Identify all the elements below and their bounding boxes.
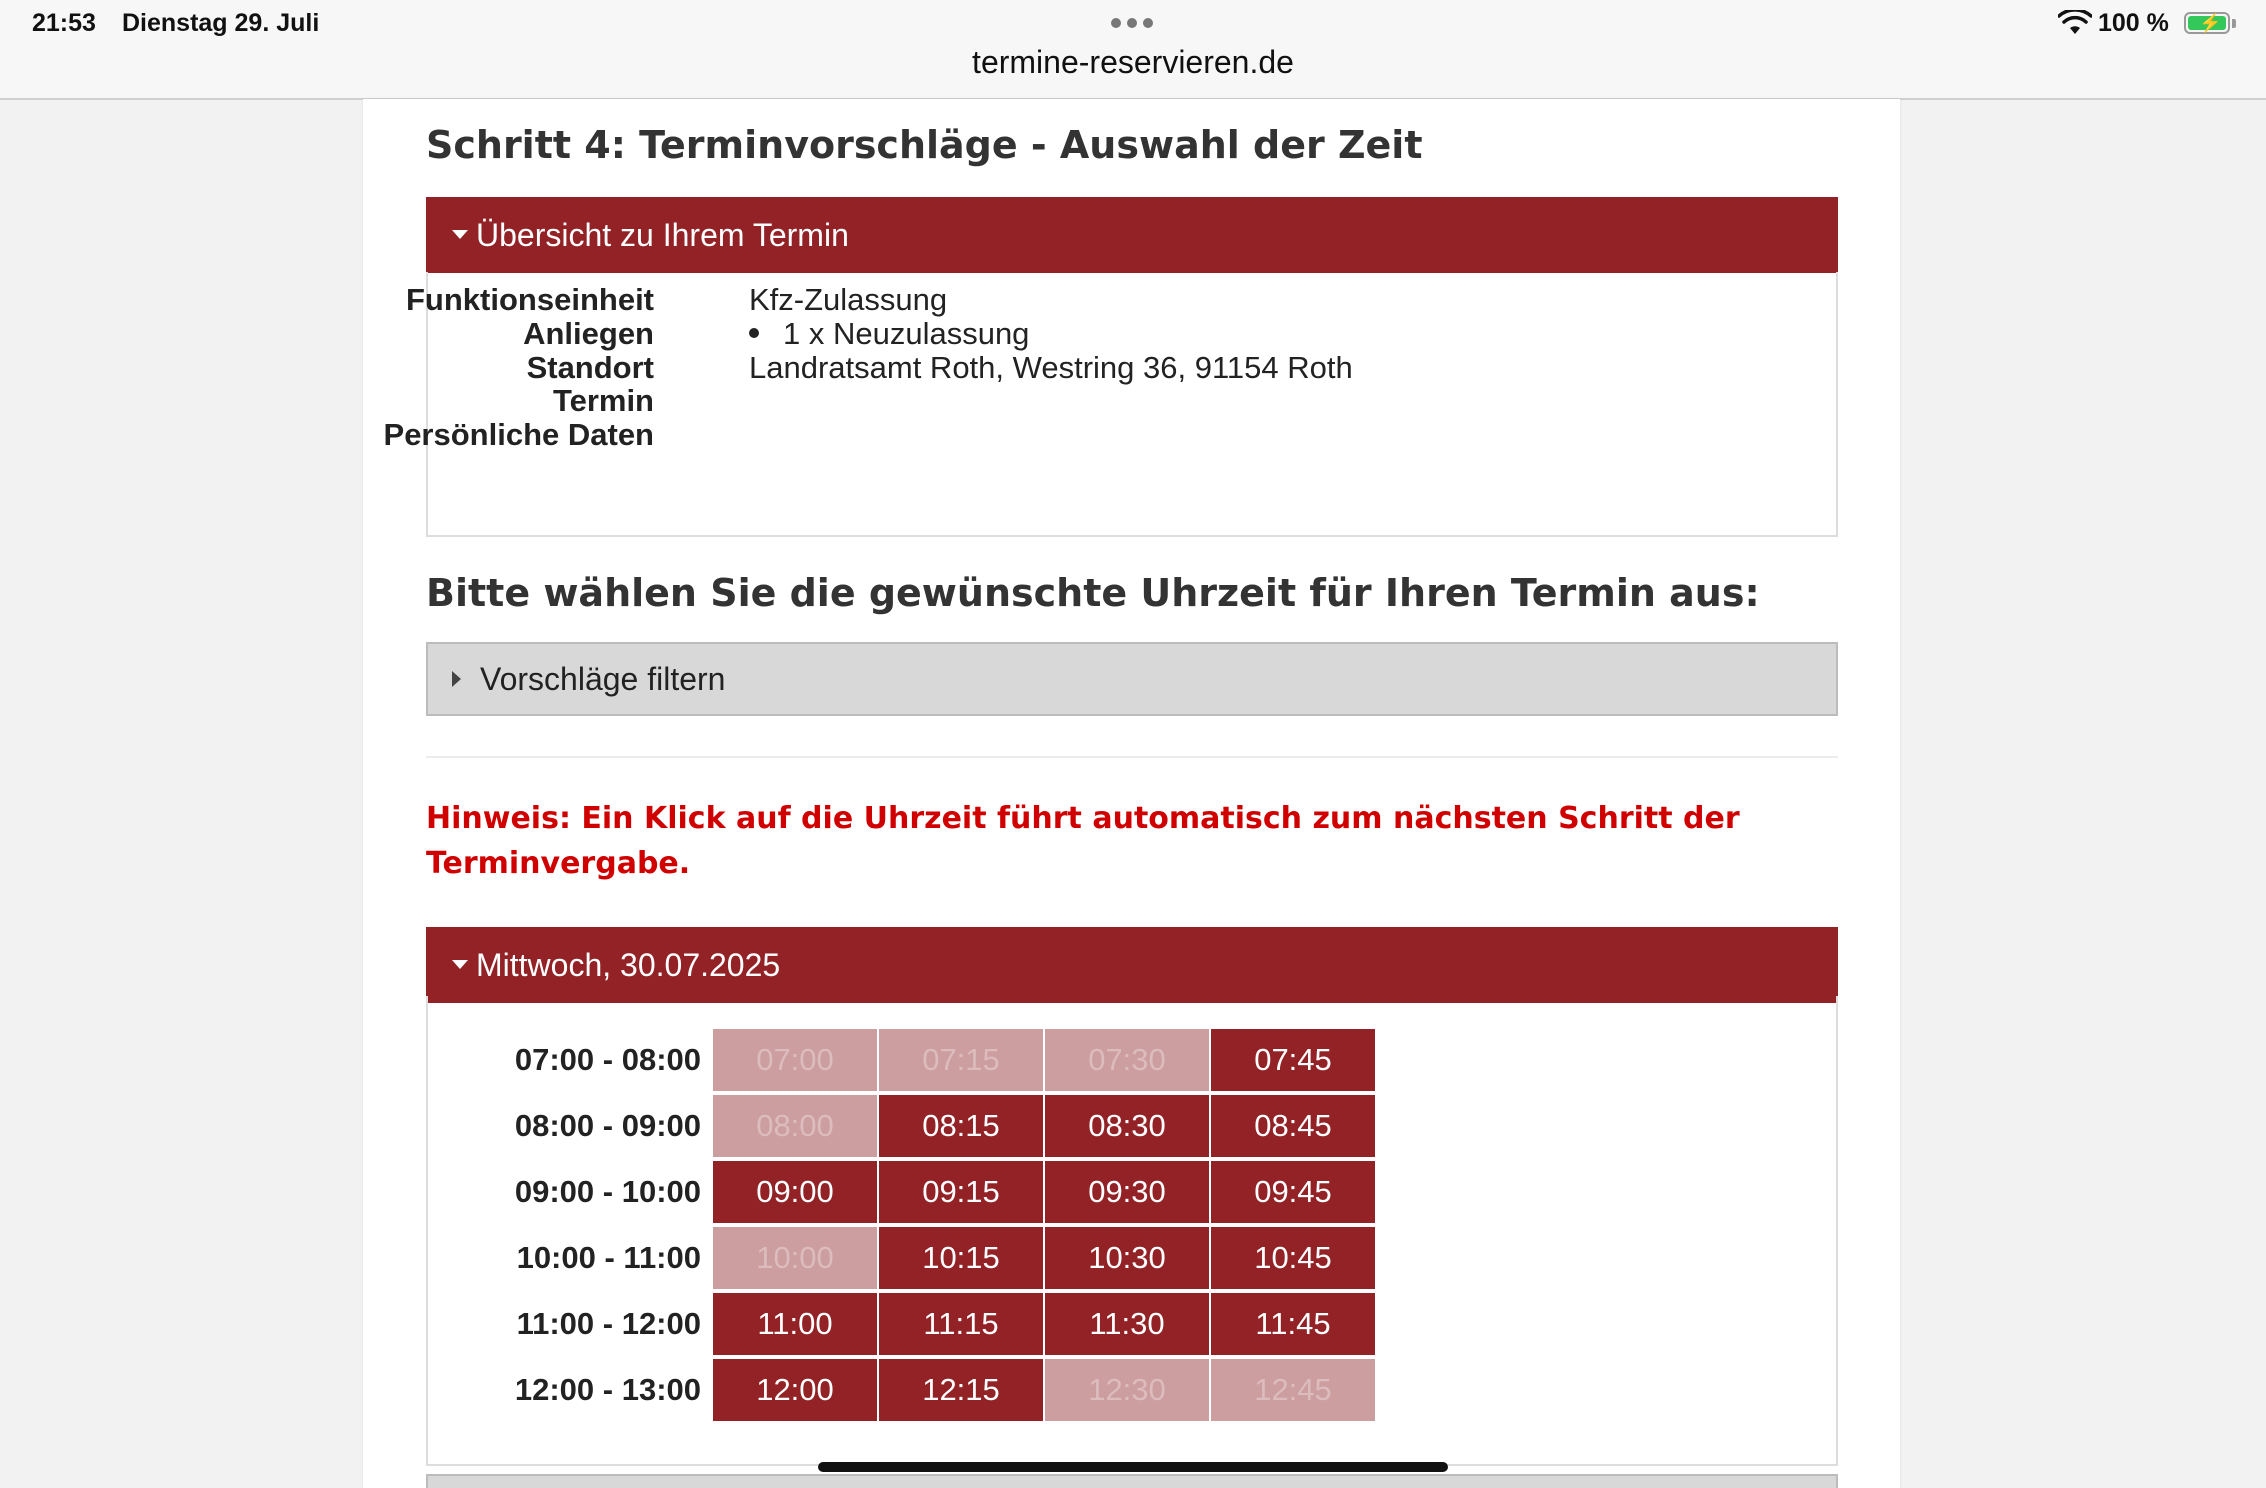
overview-value-list	[749, 316, 1029, 352]
step-heading: Schritt 4: Terminvorschläge - Auswahl der Zeit	[426, 123, 1423, 167]
divider	[426, 756, 1838, 758]
time-slot[interactable]: 12:15	[879, 1359, 1043, 1421]
overview-row-persoenliche-daten	[383, 417, 1840, 457]
time-slot[interactable]: 11:15	[879, 1293, 1043, 1355]
time-slot[interactable]: 08:00	[713, 1095, 877, 1157]
time-slot-row	[428, 1161, 1840, 1223]
time-range-label: 08:00 - 09:00	[514, 1108, 701, 1143]
time-slot-row	[428, 1359, 1840, 1421]
overview-value: Landratsamt Roth, Westring 36, 91154 Roth	[749, 350, 1353, 385]
time-slot[interactable]: 11:00	[713, 1293, 877, 1355]
overview-label: Standort	[526, 350, 654, 385]
overview-label: Funktionseinheit	[406, 282, 654, 317]
time-slot[interactable]: 09:30	[1045, 1161, 1209, 1223]
time-slot[interactable]: 10:30	[1045, 1227, 1209, 1289]
status-date: Dienstag 29. Juli	[122, 9, 320, 37]
home-indicator[interactable]	[818, 1462, 1448, 1472]
choose-time-heading: Bitte wählen Sie die gewünschte Uhrzeit für Ihren Termin aus:	[426, 571, 1760, 615]
overview-label: Persönliche Daten	[383, 417, 654, 452]
caret-down-icon	[452, 960, 468, 969]
overview-panel-body	[383, 272, 1838, 537]
time-slot[interactable]: 09:00	[713, 1161, 877, 1223]
wifi-icon	[2058, 10, 2092, 36]
time-slot[interactable]: 11:30	[1045, 1293, 1209, 1355]
time-slot[interactable]: 10:45	[1211, 1227, 1375, 1289]
time-slot[interactable]: 09:45	[1211, 1161, 1375, 1223]
time-slot[interactable]: 09:15	[879, 1161, 1043, 1223]
time-slot[interactable]: 07:15	[879, 1029, 1043, 1091]
time-slot[interactable]: 08:15	[879, 1095, 1043, 1157]
multitasking-dots-icon[interactable]	[1111, 18, 1153, 28]
filter-suggestions-toggle[interactable]	[426, 642, 1838, 716]
status-time: 21:53	[32, 9, 96, 37]
battery-percentage: 100 %	[2098, 9, 2169, 37]
time-slot[interactable]: 10:00	[713, 1227, 877, 1289]
time-slot-grid	[426, 996, 1838, 1466]
time-slot[interactable]: 11:45	[1211, 1293, 1375, 1355]
bullet-icon	[749, 328, 759, 338]
time-range-label: 09:00 - 10:00	[514, 1174, 701, 1209]
day-title: Mittwoch, 30.07.2025	[476, 947, 781, 983]
battery-tip	[2232, 19, 2236, 28]
overview-panel-title: Übersicht zu Ihrem Termin	[476, 217, 849, 253]
page-container	[363, 99, 1900, 1488]
overview-label: Anliegen	[523, 316, 654, 351]
next-panel-edge	[426, 1474, 1838, 1488]
battery-icon: ⚡	[2184, 12, 2230, 34]
browser-top-bar	[0, 0, 2266, 100]
filter-label: Vorschläge filtern	[480, 661, 726, 697]
time-slot[interactable]: 08:30	[1045, 1095, 1209, 1157]
overview-panel-header[interactable]	[426, 197, 1838, 273]
time-slot[interactable]: 07:30	[1045, 1029, 1209, 1091]
time-range-label: 10:00 - 11:00	[516, 1240, 701, 1275]
overview-label: Termin	[552, 383, 654, 418]
caret-right-icon	[452, 671, 461, 687]
time-slot[interactable]: 08:45	[1211, 1095, 1375, 1157]
notice-text: Hinweis: Ein Klick auf die Uhrzeit führt automatisch zum nächsten Schritt der Terminvergabe.	[426, 801, 1740, 881]
time-slot-row	[428, 1293, 1840, 1355]
time-slot-row	[428, 1095, 1840, 1157]
time-slot[interactable]: 10:15	[879, 1227, 1043, 1289]
overview-value: 1 x Neuzulassung	[783, 316, 1030, 351]
time-range-label: 12:00 - 13:00	[514, 1372, 701, 1407]
time-slot[interactable]: 12:45	[1211, 1359, 1375, 1421]
caret-down-icon	[452, 230, 468, 239]
address-bar[interactable]: termine-reservieren.de	[972, 44, 1294, 80]
day-panel-header[interactable]	[426, 927, 1838, 1003]
time-range-label: 11:00 - 12:00	[516, 1306, 701, 1341]
time-slot[interactable]: 12:30	[1045, 1359, 1209, 1421]
time-slot-row	[428, 1029, 1840, 1091]
time-slot-row	[428, 1227, 1840, 1289]
time-slot[interactable]: 07:00	[713, 1029, 877, 1091]
time-slot[interactable]: 07:45	[1211, 1029, 1375, 1091]
time-range-label: 07:00 - 08:00	[514, 1042, 701, 1077]
overview-value: Kfz-Zulassung	[749, 282, 948, 317]
time-slot[interactable]: 12:00	[713, 1359, 877, 1421]
